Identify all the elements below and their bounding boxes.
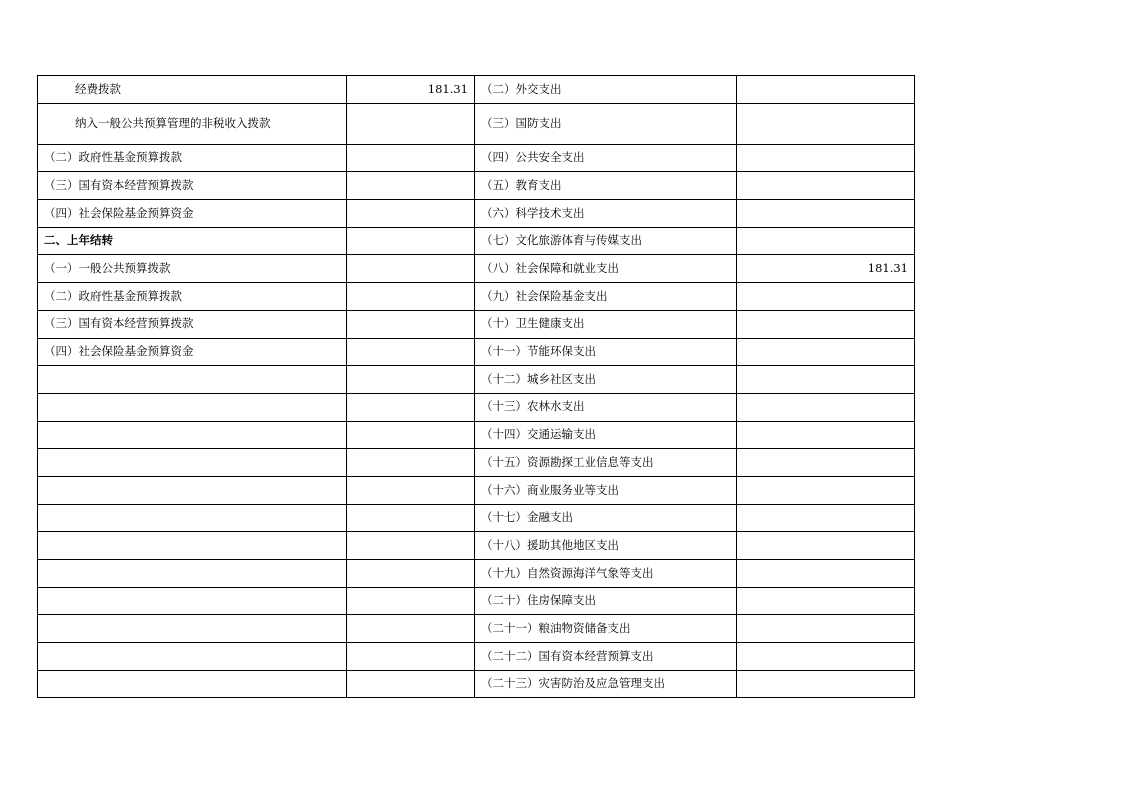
income-item-cell: （四）社会保险基金预算资金: [38, 200, 347, 228]
table-row: [38, 615, 915, 643]
expense-amount-cell: [737, 532, 915, 560]
table-row: [38, 476, 915, 504]
expense-item-cell: （四）公共安全支出: [475, 144, 737, 172]
income-amount-cell: [347, 670, 475, 698]
expense-item-cell: （十五）资源勘探工业信息等支出: [475, 449, 737, 477]
income-item-cell: [38, 449, 347, 477]
income-amount-cell: [347, 560, 475, 588]
table-row: [38, 587, 915, 615]
table-row: [38, 393, 915, 421]
expense-amount-cell: [737, 227, 915, 255]
table-row: [38, 76, 915, 104]
income-item-cell: （一）一般公共预算拨款: [38, 255, 347, 283]
expense-amount-cell: [737, 421, 915, 449]
table-row: [38, 144, 915, 172]
income-item-cell: [38, 366, 347, 394]
income-amount-cell: [347, 310, 475, 338]
income-amount-cell: [347, 200, 475, 228]
expense-item-cell: （九）社会保险基金支出: [475, 283, 737, 311]
expense-item-cell: （六）科学技术支出: [475, 200, 737, 228]
expense-item-cell: （二十二）国有资本经营预算支出: [475, 643, 737, 671]
expense-item-cell: （十八）援助其他地区支出: [475, 532, 737, 560]
table-row: [38, 200, 915, 228]
expense-item-cell: （三）国防支出: [475, 103, 737, 144]
expense-amount-cell: [737, 103, 915, 144]
income-amount-cell: [347, 615, 475, 643]
income-amount-cell: [347, 532, 475, 560]
expense-amount-cell: [737, 587, 915, 615]
expense-item-cell: （七）文化旅游体育与传媒支出: [475, 227, 737, 255]
expense-amount-cell: [737, 615, 915, 643]
table-row: [38, 532, 915, 560]
table-row: [38, 670, 915, 698]
expense-amount-cell: [737, 670, 915, 698]
table-row: [38, 103, 915, 144]
budget-table-body: [38, 76, 915, 698]
expense-item-cell: （十一）节能环保支出: [475, 338, 737, 366]
expense-amount-cell: [737, 476, 915, 504]
income-item-cell: [38, 643, 347, 671]
expense-item-cell: （二十）住房保障支出: [475, 587, 737, 615]
table-row: [38, 310, 915, 338]
income-item-cell: [38, 560, 347, 588]
income-amount-cell: [347, 338, 475, 366]
income-item-cell: [38, 393, 347, 421]
income-item-cell: [38, 587, 347, 615]
income-item-cell: [38, 532, 347, 560]
expense-amount-cell: 181.31: [737, 255, 915, 283]
budget-table: [37, 75, 915, 698]
income-item-cell: 纳入一般公共预算管理的非税收入拨款: [38, 103, 347, 144]
income-amount-cell: [347, 449, 475, 477]
expense-item-cell: （十九）自然资源海洋气象等支出: [475, 560, 737, 588]
expense-item-cell: （十四）交通运输支出: [475, 421, 737, 449]
income-item-cell: （四）社会保险基金预算资金: [38, 338, 347, 366]
expense-item-cell: （二）外交支出: [475, 76, 737, 104]
expense-amount-cell: [737, 283, 915, 311]
table-row: [38, 227, 915, 255]
income-amount-cell: [347, 283, 475, 311]
income-item-cell: [38, 504, 347, 532]
expense-item-cell: （二十三）灾害防治及应急管理支出: [475, 670, 737, 698]
expense-amount-cell: [737, 643, 915, 671]
income-amount-cell: [347, 504, 475, 532]
expense-amount-cell: [737, 200, 915, 228]
expense-item-cell: （八）社会保障和就业支出: [475, 255, 737, 283]
income-item-cell: 经费拨款: [38, 76, 347, 104]
income-amount-cell: 181.31: [347, 76, 475, 104]
income-amount-cell: [347, 476, 475, 504]
expense-amount-cell: [737, 366, 915, 394]
expense-item-cell: （十六）商业服务业等支出: [475, 476, 737, 504]
income-item-cell: [38, 670, 347, 698]
income-amount-cell: [347, 103, 475, 144]
expense-amount-cell: [737, 504, 915, 532]
table-row: [38, 172, 915, 200]
income-amount-cell: [347, 587, 475, 615]
expense-amount-cell: [737, 338, 915, 366]
income-amount-cell: [347, 366, 475, 394]
income-item-cell: （二）政府性基金预算拨款: [38, 144, 347, 172]
expense-amount-cell: [737, 76, 915, 104]
expense-amount-cell: [737, 144, 915, 172]
income-item-cell: （三）国有资本经营预算拨款: [38, 310, 347, 338]
income-amount-cell: [347, 393, 475, 421]
expense-amount-cell: [737, 310, 915, 338]
income-amount-cell: [347, 255, 475, 283]
income-amount-cell: [347, 421, 475, 449]
expense-item-cell: （十七）金融支出: [475, 504, 737, 532]
expense-item-cell: （十）卫生健康支出: [475, 310, 737, 338]
table-row: [38, 338, 915, 366]
expense-amount-cell: [737, 393, 915, 421]
expense-item-cell: （五）教育支出: [475, 172, 737, 200]
expense-amount-cell: [737, 560, 915, 588]
income-amount-cell: [347, 144, 475, 172]
table-row: [38, 255, 915, 283]
income-item-cell: [38, 615, 347, 643]
table-row: [38, 504, 915, 532]
table-row: [38, 283, 915, 311]
income-item-cell: [38, 421, 347, 449]
income-item-cell: [38, 476, 347, 504]
expense-item-cell: （十二）城乡社区支出: [475, 366, 737, 394]
income-item-cell: 二、上年结转: [38, 227, 347, 255]
income-amount-cell: [347, 172, 475, 200]
table-row: [38, 643, 915, 671]
expense-amount-cell: [737, 172, 915, 200]
expense-amount-cell: [737, 449, 915, 477]
income-amount-cell: [347, 227, 475, 255]
income-amount-cell: [347, 643, 475, 671]
income-item-cell: （三）国有资本经营预算拨款: [38, 172, 347, 200]
table-row: [38, 366, 915, 394]
table-row: [38, 449, 915, 477]
table-row: [38, 421, 915, 449]
income-item-cell: （二）政府性基金预算拨款: [38, 283, 347, 311]
expense-item-cell: （十三）农林水支出: [475, 393, 737, 421]
expense-item-cell: （二十一）粮油物资储备支出: [475, 615, 737, 643]
table-row: [38, 560, 915, 588]
